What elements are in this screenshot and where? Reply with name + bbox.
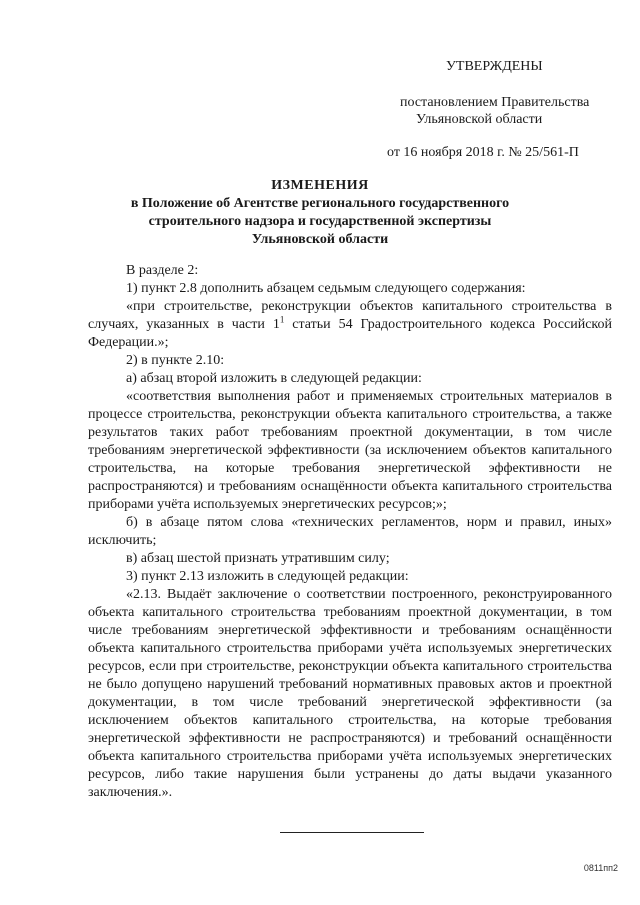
paragraph-item-1-text-a: «при строительстве, реконструкции объектов капитального строительства в случаях, указанных в части 1 bbox=[88, 299, 612, 332]
approval-line-2: Ульяновской области bbox=[416, 112, 543, 127]
superscript: 1 bbox=[279, 314, 285, 325]
paragraph-item-1: 1) пункт 2.8 дополнить абзацем седьмым следующего содержания: bbox=[126, 281, 526, 296]
paragraph-item-2a-text: «соответствия выполнения работ и применяемых строительных материалов в процессе строительства, реконструкции объекта капитального строительства, а также результатов таких работ требованиям проектной документации, в том числе требованиям энергетической эффективности (за исключением объектов капитального строительства, на которые требования энергетической эффективности не распространяются) и требованиям оснащённости объекта капитального строительства приборами учёта используемых энергетических ресурсов;»; bbox=[88, 389, 612, 512]
heading-subtitle-1: в Положение об Агентстве регионального государственного bbox=[130, 196, 510, 211]
heading-subtitle-3: Ульяновской области bbox=[251, 232, 389, 247]
paragraph-item-3: 3) пункт 2.13 изложить в следующей редакции: bbox=[126, 569, 409, 584]
paragraph-section: В разделе 2: bbox=[126, 263, 199, 278]
paragraph-item-3-text: «2.13. Выдаёт заключение о соответствии построенного, реконструированного объекта капитального строительства требованиям проектной документации, в том числе требованиям энергетической эффективности и требованиям оснащённости объекта капитального строительства приборами учёта используемых энергетических ресурсов, если при строительстве, реконструкции объекта капитального строительства не было допущено нарушений требований нормативных правовых актов и проектной документации, в том числе требований энергетической эффективности (за исключением объектов капитального строительства, на которые требования энергетической эффективности не распространяются) и требований оснащённости объекта капитального строительства приборами учёта используемых энергетических ресурсов, либо такие нарушения были устранены до даты выдачи указанного заключения.». bbox=[88, 587, 612, 800]
heading-subtitle-2: строительного надзора и государственной экспертизы bbox=[148, 214, 492, 229]
approval-date-number: от 16 ноября 2018 г. № 25/561-П bbox=[387, 145, 579, 160]
heading-title: ИЗМЕНЕНИЯ bbox=[271, 178, 369, 193]
paragraph-item-2b: б) в абзаце пятом слова «технических регламентов, норм и правил, иных» исключить; bbox=[88, 515, 612, 548]
document-body bbox=[88, 262, 612, 802]
end-separator-line bbox=[280, 832, 424, 833]
paragraph-item-1-text bbox=[88, 298, 612, 352]
approval-title: УТВЕРЖДЕНЫ bbox=[446, 59, 543, 74]
approval-line-1: постановлением Правительства bbox=[400, 95, 590, 110]
document-heading bbox=[90, 177, 550, 249]
footer-code: 0811пп2 bbox=[583, 863, 618, 873]
paragraph-item-2c: в) абзац шестой признать утратившим силу; bbox=[126, 551, 390, 566]
paragraph-item-1-text-b: статьи 54 Градостроительного кодекса Российской Федерации.»; bbox=[88, 317, 612, 350]
paragraph-item-2a: а) абзац второй изложить в следующей редакции: bbox=[126, 371, 422, 386]
paragraph-item-2: 2) в пункте 2.10: bbox=[126, 353, 225, 368]
